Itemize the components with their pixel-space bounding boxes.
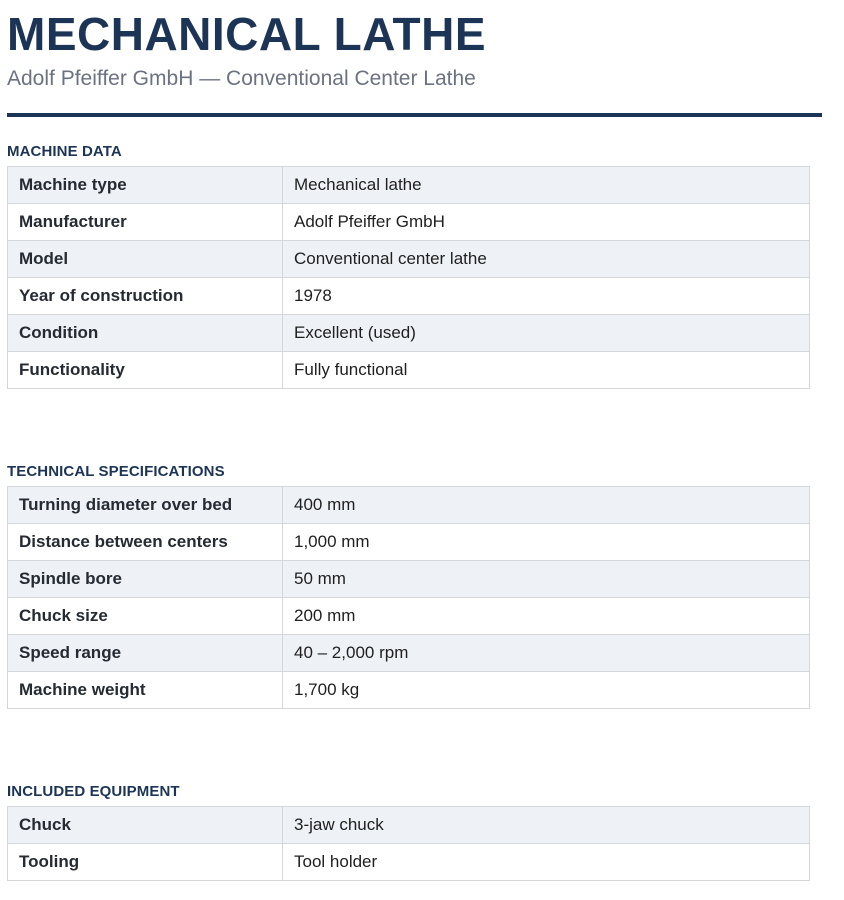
table-row xyxy=(8,524,810,561)
row-key: Chuck size xyxy=(8,598,283,635)
row-value: Mechanical lathe xyxy=(283,167,810,204)
table-row xyxy=(8,204,810,241)
table-row xyxy=(8,561,810,598)
page-subtitle: Adolf Pfeiffer GmbH — Conventional Center Lathe xyxy=(7,67,476,90)
section-heading-technical-specifications: TECHNICAL SPECIFICATIONS xyxy=(7,463,225,480)
row-value: 1,700 kg xyxy=(283,672,810,709)
row-key: Machine type xyxy=(8,167,283,204)
row-value: Adolf Pfeiffer GmbH xyxy=(283,204,810,241)
table-row xyxy=(8,807,810,844)
table-row xyxy=(8,278,810,315)
row-key: Chuck xyxy=(8,807,283,844)
row-key: Condition xyxy=(8,315,283,352)
row-key: Distance between centers xyxy=(8,524,283,561)
row-value: 40 – 2,000 rpm xyxy=(283,635,810,672)
table-row xyxy=(8,487,810,524)
row-key: Machine weight xyxy=(8,672,283,709)
row-value: 1,000 mm xyxy=(283,524,810,561)
machine-data-table xyxy=(7,166,810,389)
included-equipment-table xyxy=(7,806,810,881)
table-row xyxy=(8,167,810,204)
row-key: Year of construction xyxy=(8,278,283,315)
row-value: Tool holder xyxy=(283,844,810,881)
technical-specifications-table xyxy=(7,486,810,709)
row-key: Tooling xyxy=(8,844,283,881)
table-row xyxy=(8,844,810,881)
table-row xyxy=(8,635,810,672)
row-value: 1978 xyxy=(283,278,810,315)
row-key: Turning diameter over bed xyxy=(8,487,283,524)
header-divider xyxy=(7,113,822,117)
row-value: 3-jaw chuck xyxy=(283,807,810,844)
table-row xyxy=(8,672,810,709)
section-heading-included-equipment: INCLUDED EQUIPMENT xyxy=(7,783,180,800)
row-value: Conventional center lathe xyxy=(283,241,810,278)
table-row xyxy=(8,315,810,352)
row-value: Fully functional xyxy=(283,352,810,389)
row-key: Manufacturer xyxy=(8,204,283,241)
table-row xyxy=(8,352,810,389)
section-heading-machine-data: MACHINE DATA xyxy=(7,143,122,160)
table-row xyxy=(8,241,810,278)
row-value: 200 mm xyxy=(283,598,810,635)
row-value: 400 mm xyxy=(283,487,810,524)
row-key: Spindle bore xyxy=(8,561,283,598)
row-key: Functionality xyxy=(8,352,283,389)
row-value: 50 mm xyxy=(283,561,810,598)
page-title: MECHANICAL LATHE xyxy=(7,8,487,60)
row-key: Model xyxy=(8,241,283,278)
row-key: Speed range xyxy=(8,635,283,672)
table-row xyxy=(8,598,810,635)
row-value: Excellent (used) xyxy=(283,315,810,352)
